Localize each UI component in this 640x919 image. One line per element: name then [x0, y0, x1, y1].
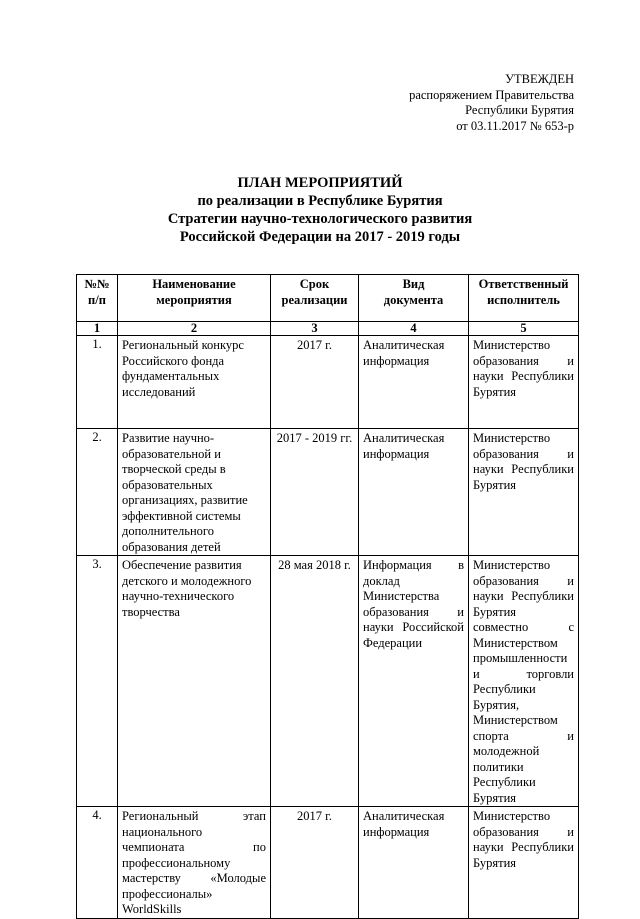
event-term: 2017 - 2019 гг.	[271, 429, 359, 556]
document-type: Аналитическая информация	[359, 336, 469, 429]
table-header-row	[77, 275, 579, 322]
plan-table	[76, 274, 579, 919]
document-type: Аналитическая информация	[359, 429, 469, 556]
row-number: 1.	[77, 336, 118, 429]
event-term: 2017 г.	[271, 336, 359, 429]
row-number: 4.	[77, 807, 118, 919]
document-title	[0, 174, 640, 246]
column-number: 5	[469, 322, 579, 336]
approval-by: распоряжением Правительства	[409, 87, 574, 102]
approval-heading: УТВЕЖДЕН	[505, 72, 574, 86]
title-line-4: Российской Федерации на 2017 - 2019 годы	[179, 229, 461, 245]
column-number-row	[77, 322, 579, 336]
header-term: Срок реализации	[271, 275, 359, 322]
header-number: №№ п/п	[77, 275, 118, 322]
table-row	[77, 336, 579, 429]
table-row	[77, 429, 579, 556]
title-line-2: по реализации в Республике Бурятия	[197, 193, 443, 209]
event-name: Развитие научно-образовательной и творческой среды в образовательных организациях, развитие эффективной системы дополнительного образования детей	[118, 429, 271, 556]
document-type: Аналитическая информация	[359, 807, 469, 919]
document-type: Информация в доклад Министерства образования и науки Российской Федерации	[359, 556, 469, 807]
header-event-name: Наименование мероприятия	[118, 275, 271, 322]
event-term: 28 мая 2018 г.	[271, 556, 359, 807]
row-number: 3.	[77, 556, 118, 807]
executor: Министерство образования и науки Республики Бурятия совместно с Министерством промышленности и торговли Республики Бурятия, Министерством спорта и молодежной политики Республики Бурятия	[469, 556, 579, 807]
table-row	[77, 807, 579, 919]
event-name: Обеспечение развития детского и молодежного научно-технического творчества	[118, 556, 271, 807]
title-line-1: ПЛАН МЕРОПРИЯТИЙ	[237, 175, 403, 191]
title-line-3: Стратегии научно-технологического развития	[167, 211, 473, 227]
row-number: 2.	[77, 429, 118, 556]
column-number: 2	[118, 322, 271, 336]
event-name: Региональный этап национального чемпионата по профессиональному мастерству «Молодые профессионалы» WorldSkills	[118, 807, 271, 919]
header-executor: Ответственный исполнитель	[469, 275, 579, 322]
column-number: 4	[359, 322, 469, 336]
executor: Министерство образования и науки Республики Бурятия	[469, 807, 579, 919]
approval-stamp	[409, 72, 574, 134]
event-name: Региональный конкурс Российского фонда фундаментальных исследований	[118, 336, 271, 429]
executor: Министерство образования и науки Республики Бурятия	[469, 336, 579, 429]
column-number: 3	[271, 322, 359, 336]
table-row	[77, 556, 579, 807]
executor: Министерство образования и науки Республики Бурятия	[469, 429, 579, 556]
column-number: 1	[77, 322, 118, 336]
header-document-type: Вид документа	[359, 275, 469, 322]
event-term: 2017 г.	[271, 807, 359, 919]
approval-date-number: от 03.11.2017 № 653-р	[456, 118, 574, 133]
approval-authority: Республики Бурятия	[465, 103, 574, 117]
